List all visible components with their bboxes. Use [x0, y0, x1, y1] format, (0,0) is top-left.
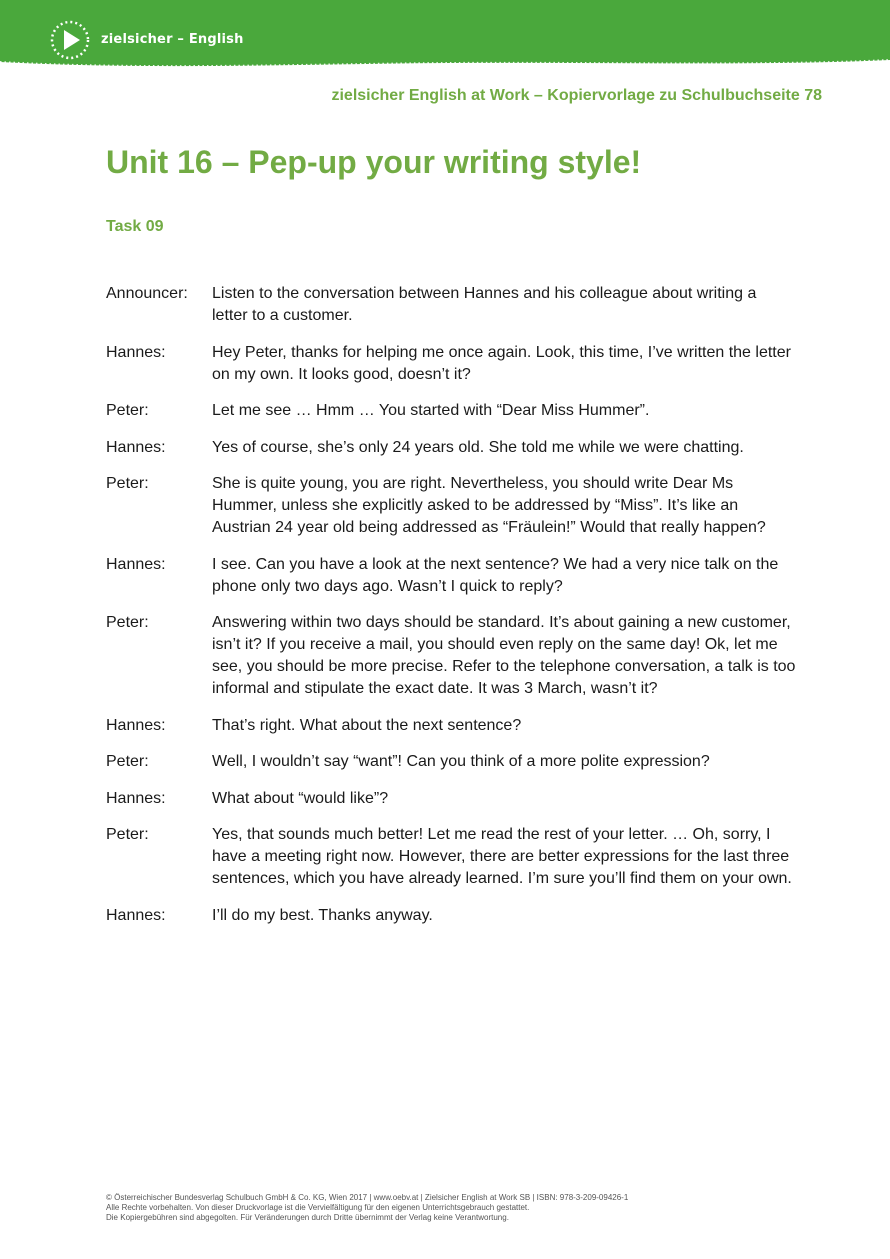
dialogue-row: [106, 554, 796, 598]
dialogue-text: Listen to the conversation between Hannes and his colleague about writing a letter to a customer.: [212, 285, 757, 324]
dialogue-text: Well, I wouldn’t say “want”! Can you think of a more polite expression?: [212, 753, 710, 770]
dialogue-text: I see. Can you have a look at the next sentence? We had a very nice talk on the phone only two days ago. Wasn’t I quick to reply?: [212, 555, 779, 595]
speaker-label: Hannes:: [106, 555, 166, 573]
footer-line: Alle Rechte vorbehalten. Von dieser Druckvorlage ist die Vervielfältigung für den eigenen Unterrichtsgebrauch gestattet.: [106, 1203, 530, 1212]
copyright-footer: [106, 1193, 628, 1223]
dialogue-text: Yes, that sounds much better! Let me read the rest of your letter. … Oh, sorry, I have a meeting right now. However, there are better expressions for the last three sentences, which you have already learned. I’m sure you’ll find them on your own.: [212, 826, 792, 887]
page-subtitle: zielsicher English at Work – Kopiervorlage zu Schulbuchseite 78: [331, 87, 822, 104]
dialogue-row: [106, 751, 796, 773]
speaker-label: Peter:: [106, 826, 149, 843]
page-title: Unit 16 – Pep-up your writing style!: [106, 144, 642, 180]
speaker-label: Peter:: [106, 614, 149, 631]
dialogue-text: That’s right. What about the next sentence?: [212, 716, 522, 734]
footer-line: © Österreichischer Bundesverlag Schulbuch GmbH & Co. KG, Wien 2017 | www.oebv.at | Zielsicher English at Work SB | ISBN: 978-3-209-09426-1: [106, 1193, 629, 1202]
dialogue-text: She is quite young, you are right. Nevertheless, you should write Dear Ms Hummer, unless she explicitly asked to be addressed by “Miss”. It’s like an Austrian 24 year old being addressed as “Fräulein!” Would that really happen?: [212, 475, 766, 536]
speaker-label: Hannes:: [106, 789, 166, 807]
speaker-label: Hannes:: [106, 906, 166, 924]
header-banner: [0, 0, 890, 78]
speaker-label: Peter:: [106, 753, 149, 770]
speaker-label: Announcer:: [106, 285, 188, 302]
dialogue-text: Yes of course, she’s only 24 years old. She told me while we were chatting.: [212, 438, 744, 456]
dialogue-row: [106, 473, 796, 539]
speaker-label: Peter:: [106, 402, 149, 419]
dialogue-text: Hey Peter, thanks for helping me once again. Look, this time, I’ve written the letter on my own. It looks good, doesn’t it?: [212, 343, 791, 383]
footer-line: Die Kopiergebühren sind abgegolten. Für Veränderungen durch Dritte übernimmt der Verlag keine Verantwortung.: [106, 1213, 509, 1222]
dialogue-row: [106, 400, 796, 422]
dialogue-text: I’ll do my best. Thanks anyway.: [212, 906, 433, 924]
speaker-label: Hannes:: [106, 343, 166, 361]
dialogue-row: [106, 905, 796, 927]
dialogue-transcript: [106, 283, 796, 941]
dialogue-row: [106, 342, 796, 386]
dialogue-row: [106, 788, 796, 810]
dialogue-row: [106, 824, 796, 890]
speaker-label: Hannes:: [106, 438, 166, 456]
speaker-label: Peter:: [106, 475, 149, 492]
brand-name: zielsicher – English: [101, 32, 244, 47]
dialogue-text: Let me see … Hmm … You started with “Dear Miss Hummer”.: [212, 402, 650, 419]
dialogue-row: [106, 437, 796, 459]
dialogue-row: [106, 612, 796, 700]
speaker-label: Hannes:: [106, 716, 166, 734]
dialogue-text: Answering within two days should be standard. It’s about gaining a new customer, isn’t it? If you receive a mail, you should even reply on the same day! Ok, let me see, you should be more precise. Refer to the telephone conversation, a talk is too informal and stipulate the exact date. It was 3 March, wasn’t it?: [212, 614, 796, 697]
dialogue-row: [106, 715, 796, 737]
task-label: Task 09: [106, 218, 164, 235]
dialogue-text: What about “would like”?: [212, 789, 389, 807]
dialogue-row: [106, 283, 796, 327]
